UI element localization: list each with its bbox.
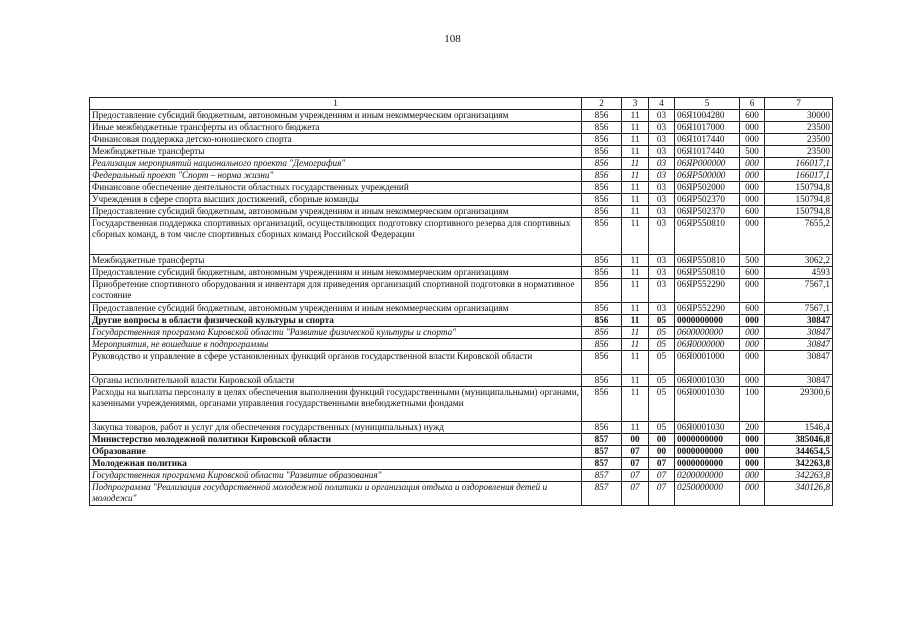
cell-expense-type: 000	[740, 338, 765, 350]
cell-expense-type: 000	[740, 157, 765, 169]
cell-amount: 1546,4	[765, 421, 833, 433]
header-col-1: 1	[90, 98, 582, 110]
table-row	[90, 314, 833, 326]
cell-subsection: 05	[649, 326, 675, 338]
cell-name: Расходы на выплаты персоналу в целях обеспечения выполнения функций государственными (муниципальными) органами, казенными учреждениями, органами управления государственными внебюджетными фондами	[90, 386, 582, 421]
cell-ministry-code: 856	[582, 157, 622, 169]
cell-amount: 166017,1	[765, 157, 833, 169]
cell-name: Государственная программа Кировской области "Развитие образования"	[90, 469, 582, 481]
cell-target-article: 06Я0001030	[675, 421, 740, 433]
cell-subsection: 03	[649, 193, 675, 205]
cell-subsection: 05	[649, 314, 675, 326]
cell-expense-type: 000	[740, 457, 765, 469]
cell-subsection: 07	[649, 469, 675, 481]
table-row	[90, 338, 833, 350]
cell-ministry-code: 856	[582, 169, 622, 181]
cell-section: 07	[622, 469, 649, 481]
cell-amount: 30847	[765, 326, 833, 338]
page-number: 108	[444, 33, 461, 45]
cell-subsection: 00	[649, 433, 675, 445]
cell-target-article: 06ЯР550810	[675, 254, 740, 266]
cell-ministry-code: 856	[582, 121, 622, 133]
cell-section: 11	[622, 121, 649, 133]
cell-amount: 166017,1	[765, 169, 833, 181]
cell-amount: 7567,1	[765, 302, 833, 314]
table-header-row	[90, 98, 833, 110]
cell-ministry-code: 857	[582, 433, 622, 445]
cell-amount: 7655,2	[765, 217, 833, 254]
cell-amount: 30847	[765, 350, 833, 374]
cell-subsection: 03	[649, 181, 675, 193]
cell-ministry-code: 857	[582, 445, 622, 457]
cell-expense-type: 000	[740, 469, 765, 481]
cell-ministry-code: 856	[582, 386, 622, 421]
cell-amount: 150794,8	[765, 205, 833, 217]
cell-name: Молодежная политика	[90, 457, 582, 469]
table-row	[90, 169, 833, 181]
table-body	[90, 109, 833, 505]
cell-expense-type: 000	[740, 314, 765, 326]
cell-amount: 23500	[765, 121, 833, 133]
cell-section: 11	[622, 350, 649, 374]
cell-target-article: 06Я1017000	[675, 121, 740, 133]
cell-section: 11	[622, 278, 649, 302]
cell-amount: 30847	[765, 374, 833, 386]
cell-ministry-code: 856	[582, 254, 622, 266]
cell-expense-type: 000	[740, 350, 765, 374]
table-row	[90, 181, 833, 193]
table-row	[90, 278, 833, 302]
header-col-3: 3	[622, 98, 649, 110]
cell-target-article: 0250000000	[675, 481, 740, 505]
cell-section: 11	[622, 181, 649, 193]
cell-name: Органы исполнительной власти Кировской области	[90, 374, 582, 386]
cell-expense-type: 000	[740, 121, 765, 133]
cell-expense-type: 000	[740, 374, 765, 386]
cell-amount: 150794,8	[765, 181, 833, 193]
cell-section: 11	[622, 109, 649, 121]
cell-expense-type: 200	[740, 421, 765, 433]
table-row	[90, 145, 833, 157]
cell-amount: 29300,6	[765, 386, 833, 421]
cell-expense-type: 000	[740, 169, 765, 181]
cell-section: 11	[622, 421, 649, 433]
cell-section: 11	[622, 302, 649, 314]
cell-amount: 4593	[765, 266, 833, 278]
cell-expense-type: 000	[740, 193, 765, 205]
cell-amount: 150794,8	[765, 193, 833, 205]
cell-section: 11	[622, 205, 649, 217]
cell-target-article: 0000000000	[675, 457, 740, 469]
table-row	[90, 266, 833, 278]
cell-ministry-code: 856	[582, 266, 622, 278]
cell-amount: 30847	[765, 338, 833, 350]
table-row	[90, 133, 833, 145]
cell-section: 11	[622, 217, 649, 254]
cell-ministry-code: 856	[582, 350, 622, 374]
cell-section: 11	[622, 374, 649, 386]
cell-amount: 340126,8	[765, 481, 833, 505]
cell-target-article: 0200000000	[675, 469, 740, 481]
cell-subsection: 03	[649, 205, 675, 217]
cell-name: Приобретение спортивного оборудования и инвентаря для приведения организаций спортивной подготовки в нормативное состояние	[90, 278, 582, 302]
header-col-2: 2	[582, 98, 622, 110]
cell-name: Другие вопросы в области физической культуры и спорта	[90, 314, 582, 326]
cell-subsection: 03	[649, 266, 675, 278]
cell-subsection: 03	[649, 217, 675, 254]
cell-subsection: 03	[649, 302, 675, 314]
cell-target-article: 06ЯР502000	[675, 181, 740, 193]
cell-subsection: 05	[649, 374, 675, 386]
table-row	[90, 326, 833, 338]
cell-expense-type: 600	[740, 266, 765, 278]
cell-subsection: 00	[649, 445, 675, 457]
cell-amount: 23500	[765, 145, 833, 157]
cell-expense-type: 100	[740, 386, 765, 421]
cell-expense-type: 000	[740, 133, 765, 145]
cell-target-article: 06ЯР502370	[675, 205, 740, 217]
header-col-4: 4	[649, 98, 675, 110]
cell-section: 11	[622, 326, 649, 338]
cell-name: Предоставление субсидий бюджетным, автономным учреждениям и иным некоммерческим организациям	[90, 205, 582, 217]
cell-subsection: 03	[649, 133, 675, 145]
cell-target-article: 06Я0001030	[675, 386, 740, 421]
cell-subsection: 07	[649, 457, 675, 469]
cell-section: 07	[622, 481, 649, 505]
cell-expense-type: 600	[740, 302, 765, 314]
table-row	[90, 121, 833, 133]
table-row	[90, 302, 833, 314]
cell-ministry-code: 856	[582, 133, 622, 145]
budget-table	[89, 97, 833, 506]
cell-target-article: 06Я0000000	[675, 338, 740, 350]
cell-target-article: 06Я1017440	[675, 133, 740, 145]
cell-name: Федеральный проект "Спорт – норма жизни"	[90, 169, 582, 181]
cell-name: Межбюджетные трансферты	[90, 145, 582, 157]
cell-expense-type: 000	[740, 181, 765, 193]
cell-target-article: 0000000000	[675, 314, 740, 326]
cell-expense-type: 000	[740, 433, 765, 445]
cell-section: 11	[622, 193, 649, 205]
cell-target-article: 06Я0001000	[675, 350, 740, 374]
cell-target-article: 06ЯР000000	[675, 157, 740, 169]
cell-name: Иные межбюджетные трансферты из областного бюджета	[90, 121, 582, 133]
cell-target-article: 0000000000	[675, 433, 740, 445]
header-col-5: 5	[675, 98, 740, 110]
cell-subsection: 03	[649, 169, 675, 181]
cell-name: Министерство молодежной политики Кировской области	[90, 433, 582, 445]
cell-ministry-code: 856	[582, 374, 622, 386]
cell-ministry-code: 856	[582, 421, 622, 433]
table-row	[90, 350, 833, 374]
cell-name: Закупка товаров, работ и услуг для обеспечения государственных (муниципальных) нужд	[90, 421, 582, 433]
table-row	[90, 433, 833, 445]
cell-amount: 30000	[765, 109, 833, 121]
cell-section: 11	[622, 254, 649, 266]
cell-subsection: 05	[649, 338, 675, 350]
cell-name: Предоставление субсидий бюджетным, автономным учреждениям и иным некоммерческим организациям	[90, 109, 582, 121]
cell-name: Государственная поддержка спортивных организаций, осуществляющих подготовку спортивного резерва для спортивных сборных команд, в том числе спортивных сборных команд Российской Федерации	[90, 217, 582, 254]
cell-section: 07	[622, 457, 649, 469]
cell-section: 11	[622, 386, 649, 421]
table-row	[90, 217, 833, 254]
table-row	[90, 157, 833, 169]
cell-ministry-code: 856	[582, 181, 622, 193]
cell-ministry-code: 856	[582, 109, 622, 121]
cell-target-article: 0000000000	[675, 445, 740, 457]
table-row	[90, 205, 833, 217]
cell-section: 11	[622, 338, 649, 350]
cell-section: 11	[622, 169, 649, 181]
table-row	[90, 254, 833, 266]
header-col-6: 6	[740, 98, 765, 110]
cell-target-article: 06ЯР500000	[675, 169, 740, 181]
cell-name: Государственная программа Кировской области "Развитие физической культуры и спорта"	[90, 326, 582, 338]
cell-target-article: 06ЯР550810	[675, 217, 740, 254]
cell-section: 00	[622, 433, 649, 445]
cell-name: Межбюджетные трансферты	[90, 254, 582, 266]
cell-name: Реализация мероприятий национального проекта "Демография"	[90, 157, 582, 169]
cell-ministry-code: 856	[582, 217, 622, 254]
header-col-7: 7	[765, 98, 833, 110]
cell-section: 11	[622, 145, 649, 157]
cell-expense-type: 000	[740, 445, 765, 457]
cell-subsection: 03	[649, 157, 675, 169]
cell-target-article: 06ЯР552290	[675, 302, 740, 314]
cell-target-article: 06Я0001030	[675, 374, 740, 386]
cell-expense-type: 600	[740, 109, 765, 121]
cell-ministry-code: 856	[582, 145, 622, 157]
cell-target-article: 06ЯР552290	[675, 278, 740, 302]
cell-section: 11	[622, 157, 649, 169]
cell-subsection: 03	[649, 121, 675, 133]
cell-ministry-code: 856	[582, 314, 622, 326]
cell-subsection: 03	[649, 278, 675, 302]
cell-amount: 342263,8	[765, 469, 833, 481]
cell-subsection: 05	[649, 350, 675, 374]
table-row	[90, 481, 833, 505]
cell-name: Образование	[90, 445, 582, 457]
cell-subsection: 05	[649, 421, 675, 433]
cell-ministry-code: 856	[582, 326, 622, 338]
cell-amount: 344654,5	[765, 445, 833, 457]
cell-section: 11	[622, 133, 649, 145]
cell-amount: 30847	[765, 314, 833, 326]
cell-name: Предоставление субсидий бюджетным, автономным учреждениям и иным некоммерческим организациям	[90, 266, 582, 278]
cell-subsection: 05	[649, 386, 675, 421]
cell-subsection: 07	[649, 481, 675, 505]
cell-target-article: 06ЯР550810	[675, 266, 740, 278]
cell-ministry-code: 856	[582, 205, 622, 217]
cell-expense-type: 500	[740, 145, 765, 157]
table-row	[90, 445, 833, 457]
cell-ministry-code: 857	[582, 457, 622, 469]
cell-expense-type: 000	[740, 481, 765, 505]
cell-expense-type: 000	[740, 217, 765, 254]
cell-section: 11	[622, 266, 649, 278]
cell-amount: 342263,8	[765, 457, 833, 469]
table-row	[90, 457, 833, 469]
cell-ministry-code: 856	[582, 278, 622, 302]
cell-ministry-code: 856	[582, 193, 622, 205]
cell-name: Мероприятия, не вошедшие в подпрограммы	[90, 338, 582, 350]
table-row	[90, 469, 833, 481]
table-row	[90, 386, 833, 421]
cell-ministry-code: 857	[582, 481, 622, 505]
cell-name: Учреждения в сфере спорта высших достижений, сборные команды	[90, 193, 582, 205]
table-row	[90, 421, 833, 433]
table-row	[90, 374, 833, 386]
table-row	[90, 109, 833, 121]
cell-target-article: 06Я1017440	[675, 145, 740, 157]
table-row	[90, 193, 833, 205]
cell-amount: 7567,1	[765, 278, 833, 302]
cell-ministry-code: 857	[582, 469, 622, 481]
cell-section: 07	[622, 445, 649, 457]
cell-ministry-code: 856	[582, 302, 622, 314]
cell-expense-type: 000	[740, 278, 765, 302]
cell-name: Финансовое обеспечение деятельности областных государственных учреждений	[90, 181, 582, 193]
cell-name: Подпрограмма "Реализация государственной молодежной политики и организация отдыха и оздоровления детей и молодежи"	[90, 481, 582, 505]
cell-ministry-code: 856	[582, 338, 622, 350]
cell-section: 11	[622, 314, 649, 326]
cell-expense-type: 600	[740, 205, 765, 217]
cell-amount: 385046,8	[765, 433, 833, 445]
cell-amount: 23500	[765, 133, 833, 145]
cell-expense-type: 500	[740, 254, 765, 266]
cell-target-article: 0600000000	[675, 326, 740, 338]
cell-subsection: 03	[649, 109, 675, 121]
cell-subsection: 03	[649, 145, 675, 157]
cell-amount: 3062,2	[765, 254, 833, 266]
cell-expense-type: 000	[740, 326, 765, 338]
cell-target-article: 06ЯР502370	[675, 193, 740, 205]
cell-subsection: 03	[649, 254, 675, 266]
cell-name: Предоставление субсидий бюджетным, автономным учреждениям и иным некоммерческим организациям	[90, 302, 582, 314]
cell-target-article: 06Я1004280	[675, 109, 740, 121]
cell-name: Руководство и управление в сфере установленных функций органов государственной власти Кировской области	[90, 350, 582, 374]
cell-name: Финансовая поддержка детско-юношеского спорта	[90, 133, 582, 145]
